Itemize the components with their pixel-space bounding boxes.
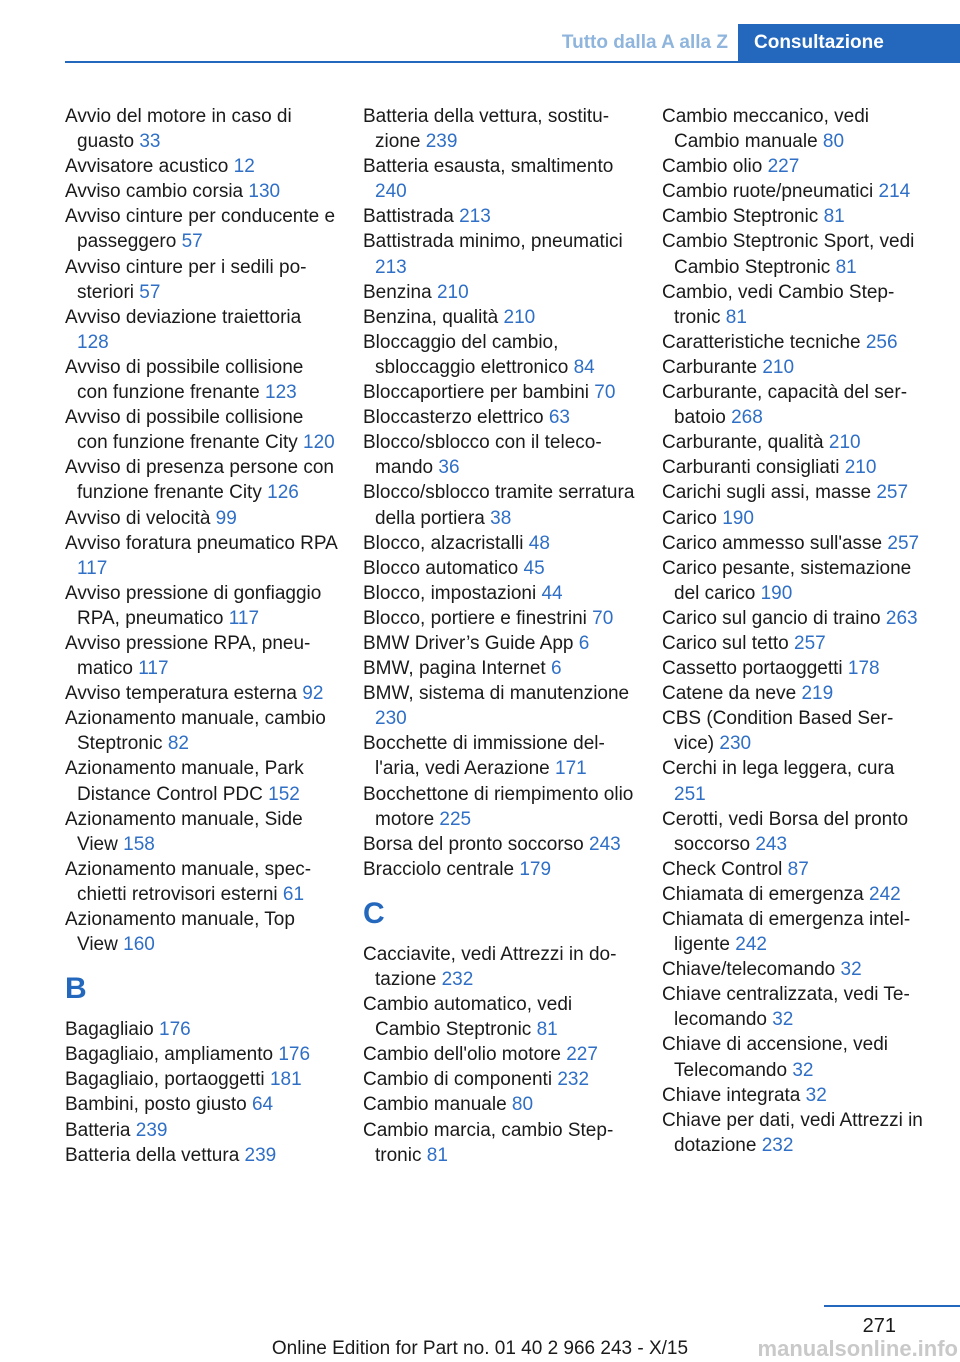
index-entry <box>363 656 635 681</box>
index-column-2 <box>363 104 635 1168</box>
index-entry <box>662 857 924 882</box>
index-entry <box>65 405 337 455</box>
index-entry-text: Cacciavite, vedi Attrezzi in dotazione <box>363 943 617 990</box>
index-entry-text: Bocchette di immissione dell'aria, vedi Aerazione <box>363 733 605 780</box>
index-entry <box>363 104 635 154</box>
watermark: manualsonline.info <box>757 1336 958 1361</box>
index-entry <box>662 154 924 179</box>
page-reference-link[interactable]: 99 <box>215 507 237 529</box>
index-entry <box>363 857 635 882</box>
page-reference-link[interactable]: 181 <box>269 1069 302 1091</box>
index-entry <box>662 882 924 907</box>
index-entry-text: Chiamata di emergenza <box>662 883 864 905</box>
page-reference-link[interactable]: 64 <box>251 1094 274 1116</box>
index-entry-text: Avviso di presenza persone con funzione frenante City <box>65 457 334 504</box>
page-reference-link[interactable]: 6 <box>551 658 562 680</box>
index-entry-text: Avviso pressione RPA, pneumatico <box>65 632 311 680</box>
index-entry-text: Blocco automatico <box>363 557 519 579</box>
index-entry-text: Avviso cinture per conducente e passeggero <box>65 206 336 253</box>
index-entry <box>662 1108 924 1158</box>
index-entry <box>662 957 924 982</box>
index-entry <box>65 807 337 857</box>
index-entry-text: Azionamento manuale, cambio Steptronic <box>65 708 326 755</box>
index-entry <box>662 480 924 505</box>
index-entry-text: Bagagliaio, portaoggetti <box>65 1069 265 1091</box>
index-entry-text: Cambio Steptronic <box>662 206 819 228</box>
page-reference-link[interactable]: 210 <box>436 281 469 303</box>
index-entry-text: Carico pesante, sistemazione del carico <box>662 557 912 604</box>
index-entry-text: Bagagliaio, ampliamento <box>65 1044 274 1066</box>
page-reference-link[interactable]: 12 <box>233 156 255 178</box>
index-entry <box>662 606 924 631</box>
index-entry-text: Bagagliaio <box>65 1019 154 1041</box>
edition-footer: Online Edition for Part no. 01 40 2 966 243 - X/15 <box>271 1338 689 1359</box>
index-entry <box>65 756 337 806</box>
page-reference-link[interactable]: 179 <box>519 858 552 880</box>
page-reference-link[interactable]: 80 <box>822 131 845 153</box>
index-entry <box>363 992 635 1042</box>
index-entry-text: Azionamento manuale, specchietti retrovisori esterni <box>65 858 312 905</box>
page-reference-link[interactable]: 33 <box>139 131 161 153</box>
index-entry <box>662 506 924 531</box>
page-reference-link[interactable]: 214 <box>878 181 911 203</box>
index-entry-text: Cerotti, vedi Borsa del pronto soccorso <box>662 808 909 855</box>
index-entry-text: Cambio marcia, cambio Steptronic <box>363 1119 614 1166</box>
index-entry-text: Battistrada minimo, pneumatici <box>363 231 623 253</box>
index-entry-text: Bloccasterzo elettrico <box>363 407 544 429</box>
page-reference-link[interactable]: 268 <box>731 407 763 429</box>
index-entry-text: Benzina <box>363 281 432 303</box>
index-entry <box>65 907 337 957</box>
page-reference-link[interactable]: 257 <box>887 532 920 554</box>
index-entry <box>363 581 635 606</box>
page-reference-link[interactable]: 84 <box>573 356 595 378</box>
index-entry <box>65 104 337 154</box>
page-reference-link[interactable]: 117 <box>138 658 169 680</box>
index-entry <box>65 305 337 355</box>
index-entry <box>65 179 337 204</box>
page-reference-link[interactable]: 242 <box>735 934 767 956</box>
index-entry <box>662 982 924 1032</box>
page-reference-link[interactable]: 256 <box>865 331 898 353</box>
index-entry-text: Batteria della vettura, sostituzione <box>363 106 610 153</box>
index-entry <box>363 1118 635 1168</box>
index-entry-text: Cambio ruote/pneumatici <box>662 181 874 203</box>
index-entry-text: Cambio manuale <box>363 1094 507 1116</box>
index-entry <box>363 681 635 731</box>
index-entry-text: Batteria della vettura <box>65 1144 240 1166</box>
index-entry <box>363 480 635 530</box>
index-entry-text: Cambio dell'olio motore <box>363 1044 561 1066</box>
index-entry <box>363 280 635 305</box>
index-entry-text: Avviso di possibile collisione con funzione frenante <box>65 356 304 404</box>
page-reference-link[interactable]: 57 <box>139 281 161 303</box>
index-entry <box>662 756 924 806</box>
index-entry-text: Blocco, portiere e finestrini <box>363 607 587 629</box>
page-reference-link[interactable]: 32 <box>792 1059 814 1081</box>
page-reference-link[interactable]: 239 <box>244 1144 277 1166</box>
page-reference-link[interactable]: 239 <box>425 131 458 153</box>
page-reference-link[interactable]: 32 <box>772 1009 794 1031</box>
index-entry-text: Carburanti consigliati <box>662 457 840 479</box>
page-reference-link[interactable]: 117 <box>77 557 108 579</box>
page-reference-link[interactable]: 190 <box>722 507 754 529</box>
index-entry <box>65 1143 337 1168</box>
index-entry <box>662 430 924 455</box>
section-title[interactable]: Tutto dalla A alla Z <box>561 32 728 53</box>
index-entry-text: Carico <box>662 507 717 529</box>
index-entry <box>65 455 337 505</box>
index-column-3 <box>662 104 924 1158</box>
page-reference-link[interactable]: 36 <box>438 457 460 479</box>
index-entry-text: Blocco, impostazioni <box>363 582 537 604</box>
page-reference-link[interactable]: 38 <box>490 507 512 529</box>
page-reference-link[interactable]: 232 <box>441 969 474 990</box>
index-entry-text: Chiave di accensione, vedi Telecomando <box>662 1034 889 1081</box>
page-reference-link[interactable]: 32 <box>805 1084 827 1106</box>
index-entry-text: Chiave/telecomando <box>662 959 836 981</box>
index-entry-text: BMW Driver’s Guide App <box>363 632 574 654</box>
index-entry <box>363 430 635 480</box>
page-reference-link[interactable]: 227 <box>566 1044 598 1066</box>
index-entry <box>662 455 924 480</box>
index-entry-text: Bloccaggio del cambio, sbloccaggio elettronico <box>363 331 569 378</box>
page-reference-link[interactable]: 63 <box>548 407 570 429</box>
index-entry <box>662 556 924 606</box>
page-number: 271 <box>862 1315 896 1337</box>
page-reference-link[interactable]: 210 <box>503 306 536 328</box>
index-entry <box>65 154 337 179</box>
index-entry-text: Battistrada <box>363 206 454 228</box>
index-entry-text: Chiave integrata <box>662 1084 801 1106</box>
index-entry <box>363 782 635 832</box>
page-reference-link[interactable]: 263 <box>885 607 918 629</box>
page-reference-link[interactable]: 171 <box>555 758 587 780</box>
chapter-tab[interactable]: Consultazione <box>738 24 960 62</box>
index-entry <box>662 907 924 957</box>
index-entry <box>363 832 635 857</box>
index-entry-text: Bracciolo centrale <box>363 858 515 880</box>
index-entry <box>65 1042 337 1067</box>
index-entry <box>363 405 635 430</box>
index-entry-text: Blocco/sblocco tramite serratura della portiera <box>363 482 635 529</box>
index-entry-text: Benzina, qualità <box>363 306 499 328</box>
index-entry-text: Avviso foratura pneumatico RPA <box>65 532 337 554</box>
index-entry <box>65 857 337 907</box>
index-letter-heading: B <box>65 972 87 1006</box>
index-entry <box>662 807 924 857</box>
index-entry <box>65 1017 337 1042</box>
page-reference-link[interactable]: 92 <box>302 683 324 705</box>
page-reference-link[interactable]: 239 <box>135 1119 168 1141</box>
page-reference-link[interactable]: 243 <box>589 833 621 855</box>
page-reference-link[interactable]: 81 <box>536 1019 558 1041</box>
index-entry <box>363 154 635 204</box>
index-entry-text: Cassetto portaoggetti <box>662 658 843 680</box>
page-reference-link[interactable]: 158 <box>123 833 155 855</box>
page-reference-link[interactable]: 213 <box>459 206 491 228</box>
index-entry-text: Borsa del pronto soccorso <box>363 833 584 855</box>
index-letter-heading: C <box>363 896 385 930</box>
index-entry <box>65 1067 337 1092</box>
index-entry-text: Cambio meccanico, vedi Cambio manuale <box>662 106 869 153</box>
index-entry-text: Carico sul tetto <box>662 632 789 654</box>
page-reference-link[interactable]: 178 <box>847 658 880 680</box>
index-entry <box>65 581 337 631</box>
page-reference-link[interactable]: 213 <box>375 256 407 278</box>
index-entry-text: Carburante, capacità del serbatoio <box>662 382 908 429</box>
page-reference-link[interactable]: 232 <box>557 1069 590 1091</box>
index-entry-text: Cambio automatico, vedi Cambio Steptronic <box>363 994 573 1041</box>
index-entry <box>662 1083 924 1108</box>
index-entry <box>363 330 635 380</box>
page-reference-link[interactable]: 210 <box>844 457 877 479</box>
index-entry <box>662 104 924 154</box>
index-entry <box>65 255 337 305</box>
page-reference-link[interactable]: 117 <box>228 607 260 629</box>
page-reference-link[interactable]: 82 <box>167 733 189 755</box>
page-reference-link[interactable]: 61 <box>282 883 305 905</box>
page-reference-link[interactable]: 176 <box>278 1044 311 1066</box>
index-entry-text: Carichi sugli assi, masse <box>662 482 872 504</box>
header-rule <box>65 61 960 63</box>
index-entry-text: Cerchi in lega leggera, cura <box>662 758 895 780</box>
page-reference-link[interactable]: 219 <box>801 683 834 705</box>
footer-rule <box>824 1305 960 1307</box>
index-entry-text: Blocco, alzacristalli <box>363 532 524 554</box>
index-entry <box>363 531 635 556</box>
index-entry <box>65 1118 337 1143</box>
page-reference-link[interactable]: 230 <box>375 708 407 730</box>
page-reference-link[interactable]: 190 <box>760 582 793 604</box>
index-entry <box>363 556 635 581</box>
page-reference-link[interactable]: 126 <box>267 482 299 504</box>
page-reference-link[interactable]: 80 <box>511 1094 534 1116</box>
index-entry <box>363 1092 635 1117</box>
index-entry <box>662 380 924 430</box>
page-reference-link[interactable]: 44 <box>541 582 563 604</box>
index-entry <box>662 179 924 204</box>
index-entry-text: Chiamata di emergenza intelligente <box>662 909 911 956</box>
index-entry-text: Cambio di componenti <box>363 1069 553 1091</box>
page-reference-link[interactable]: 70 <box>594 382 616 404</box>
index-entry-text: Batteria <box>65 1119 131 1141</box>
index-entry-text: CBS (Condition Based Service) <box>662 708 894 755</box>
page-reference-link[interactable]: 81 <box>823 206 845 228</box>
page-reference-link[interactable]: 242 <box>869 883 901 905</box>
index-entry <box>363 305 635 330</box>
index-column-1 <box>65 104 337 1168</box>
index-entry <box>65 204 337 254</box>
index-entry-text: Azionamento manuale, Park Distance Control PDC <box>65 758 304 805</box>
page-reference-link[interactable]: 257 <box>876 482 909 504</box>
page-reference-link[interactable]: 227 <box>767 156 800 178</box>
page-reference-link[interactable]: 230 <box>719 733 752 755</box>
index-entry-text: Check Control <box>662 858 783 880</box>
index-entry <box>363 631 635 656</box>
index-entry-text: Avviso pressione di gonfiaggio RPA, pneumatico <box>65 582 322 629</box>
index-entry <box>662 330 924 355</box>
index-entry <box>65 1092 337 1117</box>
index-entry-text: Batteria esausta, smaltimento <box>363 156 614 178</box>
page-reference-link[interactable]: 45 <box>523 557 545 579</box>
index-entry <box>363 229 635 279</box>
index-entry-text: Chiave centralizzata, vedi Telecomando <box>662 984 910 1031</box>
page-reference-link[interactable]: 120 <box>303 432 335 454</box>
index-entry-text: Bambini, posto giusto <box>65 1094 247 1116</box>
index-entry <box>662 631 924 656</box>
index-entry <box>65 506 337 531</box>
page-reference-link[interactable]: 32 <box>840 959 862 981</box>
index-entry-text: Azionamento manuale, Side View <box>65 808 303 855</box>
index-entry-text: Caratteristiche tecniche <box>662 331 861 353</box>
page-reference-link[interactable]: 176 <box>159 1019 191 1041</box>
index-entry-text: BMW, sistema di manutenzione <box>363 683 630 705</box>
index-entry-text: Catene da neve <box>662 683 797 705</box>
index-entry-text: Chiave per dati, vedi Attrezzi in dotazione <box>662 1109 923 1156</box>
page-reference-link[interactable]: 128 <box>77 331 109 353</box>
page-reference-link[interactable]: 152 <box>268 783 300 805</box>
index-entry <box>662 531 924 556</box>
index-entry <box>65 706 337 756</box>
index-entry-text: Avviso di velocità <box>65 507 211 529</box>
index-entry <box>662 204 924 229</box>
page-reference-link[interactable]: 70 <box>592 607 614 629</box>
index-entry-text: Avviso temperatura esterna <box>65 683 297 705</box>
index-entry <box>662 355 924 380</box>
index-entry-text: Carburante <box>662 356 758 378</box>
index-entry <box>662 706 924 756</box>
index-entry <box>65 355 337 405</box>
page-reference-link[interactable]: 81 <box>835 256 857 278</box>
page-reference-link[interactable]: 130 <box>248 181 281 203</box>
page-reference-link[interactable]: 257 <box>794 632 826 654</box>
index-entry <box>662 681 924 706</box>
page-reference-link[interactable]: 243 <box>755 833 788 855</box>
index-entry-text: Avviso deviazione traiettoria <box>65 306 302 328</box>
page-reference-link[interactable]: 160 <box>123 934 155 956</box>
index-entry-text: BMW, pagina Internet <box>363 658 546 680</box>
index-entry-text: Cambio olio <box>662 156 763 178</box>
index-entry <box>363 942 635 992</box>
index-entry <box>363 204 635 229</box>
index-entry <box>363 380 635 405</box>
index-entry <box>363 606 635 631</box>
index-entry-text: Avvisatore acustico <box>65 156 229 178</box>
page-reference-link[interactable]: 57 <box>181 231 203 253</box>
page-reference-link[interactable]: 87 <box>787 858 809 880</box>
index-entry-text: Carico sul gancio di traino <box>662 607 881 629</box>
page-reference-link[interactable]: 251 <box>674 783 706 805</box>
index-entry-text: Blocco/sblocco con il telecomando <box>363 432 602 479</box>
index-entry <box>363 1067 635 1092</box>
page-reference-link[interactable]: 81 <box>426 1144 448 1166</box>
index-entry-text: Carburante, qualità <box>662 432 824 454</box>
page-reference-link[interactable]: 210 <box>762 356 795 378</box>
page-reference-link[interactable]: 81 <box>725 306 747 328</box>
index-entry <box>662 656 924 681</box>
page-reference-link[interactable]: 240 <box>375 181 407 203</box>
page-reference-link[interactable]: 225 <box>439 808 472 830</box>
index-entry-text: Cambio Steptronic Sport, vedi Cambio Steptronic <box>662 231 915 278</box>
index-entry <box>662 229 924 279</box>
index-entry-text: Avviso di possibile collisione con funzione frenante City <box>65 407 304 454</box>
page-reference-link[interactable]: 48 <box>528 532 550 554</box>
index-entry-text: Bloccaportiere per bambini <box>363 382 590 404</box>
index-entry <box>65 681 337 706</box>
page-reference-link[interactable]: 123 <box>265 382 297 404</box>
index-entry <box>662 1032 924 1082</box>
page-reference-link[interactable]: 210 <box>828 432 861 454</box>
index-entry-text: Avviso cinture per i sedili posteriori <box>65 256 307 303</box>
index-entry-text: Cambio, vedi Cambio Steptronic <box>662 281 895 328</box>
index-entry-text: Carico ammesso sull'asse <box>662 532 883 554</box>
page-header <box>0 0 960 62</box>
page-reference-link[interactable]: 6 <box>578 632 590 654</box>
index-entry-text: Azionamento manuale, Top View <box>65 909 295 956</box>
index-entry <box>363 1042 635 1067</box>
index-entry <box>662 280 924 330</box>
index-entry-text: Avvio del motore in caso di guasto <box>65 106 292 153</box>
index-entry <box>65 531 337 581</box>
index-entry <box>65 631 337 681</box>
index-entry-text: Avviso cambio corsia <box>65 181 244 203</box>
index-entry <box>363 731 635 781</box>
index-entry-text: Bocchettone di riempimento olio motore <box>363 783 634 830</box>
page-reference-link[interactable]: 232 <box>761 1134 794 1156</box>
